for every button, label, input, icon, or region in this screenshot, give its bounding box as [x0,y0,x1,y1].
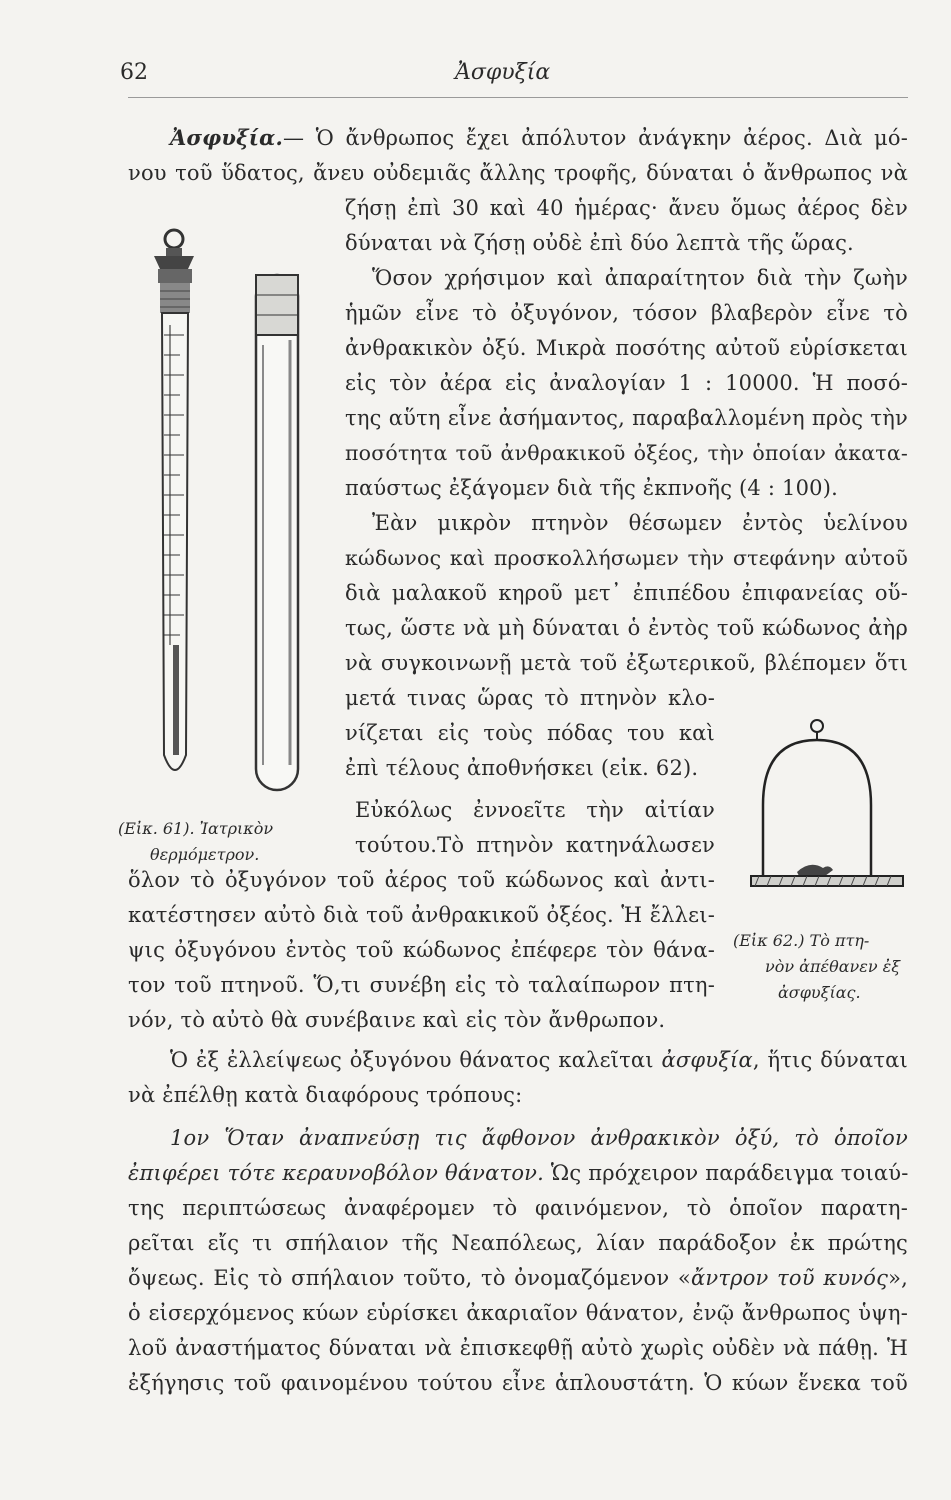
text-line: νόν, τὸ αὐτὸ θὰ συνέβαινε καὶ εἰς τὸν ἄνθρωπον. [128,1008,666,1032]
text-line: εἰς τὸν ἀέρα εἰς ἀναλογίαν 1 : 10000. Ἡ ποσό- [345,371,908,395]
text-line: της αὕτη εἶνε ἀσήμαντος, παραβαλλομένη πρὸς τὴν [345,406,908,430]
text-line: Ὅσον χρήσιμον καὶ ἀπαραίτητον διὰ τὴν ζωὴν [372,266,908,290]
text-line: νὰ συγκοινωνῇ μετὰ τοῦ ἐξωτερικοῦ, βλέπομεν ὅτι [345,651,908,675]
text-line: ποσότητα τοῦ ἀνθρακικοῦ ὀξέος, τὴν ὁποίαν ἀκατα- [345,441,908,465]
text-line: ζήσῃ ἐπὶ 30 καὶ 40 ἡμέρας· ἄνευ ὅμως ἀέρος δὲν [345,196,908,220]
text-line: διὰ μαλακοῦ κηροῦ μετ᾽ ἐπιπέδου ἐπιφανείας οὕ- [345,581,908,605]
text-line: τούτου.Τὸ πτηνὸν κατηνάλωσεν [355,833,715,857]
text-line: τον τοῦ πτηνοῦ. Ὅ,τι συνέβη εἰς τὸ ταλαίπωρον πτη- [128,973,715,997]
text-line: δύναται νὰ ζήσῃ οὐδὲ ἐπὶ δύο λεπτὰ τῆς ὥρας. [345,231,854,255]
text-line: νὰ ἐπέλθῃ κατὰ διαφόρους τρόπους: [128,1083,523,1107]
text-line: ὅλον τὸ ὀξυγόνον τοῦ ἀέρος τοῦ κώδωνος καὶ ἀντι- [128,868,715,892]
text-line: ἡμῶν εἶνε τὸ ὀξυγόνον, τόσον βλαβερὸν εἶνε τὸ [345,301,908,325]
text-line: Ὁ ἐξ ἐλλείψεως ὀξυγόνου θάνατος καλεῖται ἀσφυξία, ἥτις δύναται [170,1048,908,1072]
fig62-caption-line1: (Εἰκ 62.) Τὸ πτη- [733,931,870,950]
header-rule [128,97,908,98]
text-line: ἐπιφέρει τότε κεραυνοβόλον θάνατον. Ὡς πρόχειρον παράδειγμα τοιαύ- [128,1161,909,1185]
thermometer-figure [140,225,320,805]
text-line: 1ον Ὅταν ἀναπνεύσῃ τις ἄφθονον ἀνθρακικὸν ὀξύ, τὸ ὁποῖον [170,1126,908,1150]
text-line: κώδωνος καὶ προσκολλήσωμεν τὴν στεφάνην αὐτοῦ [345,546,908,570]
bell-jar-figure [745,710,915,890]
fig61-caption-line1: (Εἰκ. 61). Ἰατρικὸν [118,819,274,838]
text-line: νίζεται εἰς τοὺς πόδας του καὶ [345,721,715,745]
text-line: ὄψεως. Εἰς τὸ σπήλαιον τοῦτο, τὸ ὀνομαζόμενον «ἄντρον τοῦ κυνός», [128,1266,909,1290]
text-line: ἀνθρακικὸν ὀξύ. Μικρὰ ποσότης αὐτοῦ εὑρίσκεται [345,336,908,360]
text-line: παύστως ἐξάγομεν διὰ τῆς ἐκπνοῆς (4 : 100). [345,476,838,500]
text-line: ρεῖται εἴς τι σπήλαιον τῆς Νεαπόλεως, λίαν παράδοξον ἐκ πρώτης [128,1231,908,1255]
page-number: 62 [120,60,148,85]
clinical-thermometer-drawing [154,230,194,770]
fig62-caption-line2: νὸν ἀπέθανεν ἐξ [765,957,901,976]
text-line: ψις ὀξυγόνου ἐντὸς τοῦ κώδωνος ἐπέφερε τὸν θάνα- [128,938,715,962]
fig62-caption-line3: ἀσφυξίας. [778,983,861,1002]
fig61-caption-line2: θερμόμετρον. [150,845,260,864]
thermometer-case-drawing [256,275,298,790]
text-line: ἐπὶ τέλους ἀποθνήσκει (εἰκ. 62). [345,756,699,780]
text-line: Εὐκόλως ἐννοεῖτε τὴν αἰτίαν [355,798,715,822]
text-line: τως, ὥστε νὰ μὴ δύναται ὁ ἐντὸς τοῦ κώδωνος ἀὴρ [345,616,908,640]
text-line: ἐξήγησις τοῦ φαινομένου τούτου εἶνε ἁπλουστάτη. Ὁ κύων ἕνεκα τοῦ [128,1371,908,1395]
text-line: μετά τινας ὥρας τὸ πτηνὸν κλο- [345,686,715,710]
text-line: της περιπτώσεως ἀναφέρομεν τὸ φαινόμενον, τὸ ὁποῖον παρατη- [128,1196,908,1220]
text-line: ὁ εἰσερχόμενος κύων εὑρίσκει ἀκαριαῖον θάνατον, ἐνῷ ἄνθρωπος ὑψη- [128,1301,908,1325]
dead-bird [797,865,833,876]
text-line: Ἀσφυξία.— Ὁ ἄνθρωπος ἔχει ἀπόλυτον ἀνάγκην ἀέρος. Διὰ μό- [170,125,908,150]
text-line: νου τοῦ ὕδατος, ἄνευ οὐδεμιᾶς ἄλλης τροφῆς, δύναται ὁ ἄνθρωπος νὰ [128,161,908,185]
text-line: λοῦ ἀναστήματος δύναται νὰ ἐπισκεφθῇ αὐτὸ χωρὶς οὐδὲν νὰ πάθῃ. Ἡ [128,1336,908,1360]
running-title: Ἀσφυξία [455,60,551,85]
text-line: κατέστησεν αὐτὸ διὰ τοῦ ἀνθρακικοῦ ὀξέος. Ἡ ἔλλει- [128,903,715,927]
text-line: Ἐὰν μικρὸν πτηνὸν θέσωμεν ἐντὸς ὑελίνου [372,511,908,535]
